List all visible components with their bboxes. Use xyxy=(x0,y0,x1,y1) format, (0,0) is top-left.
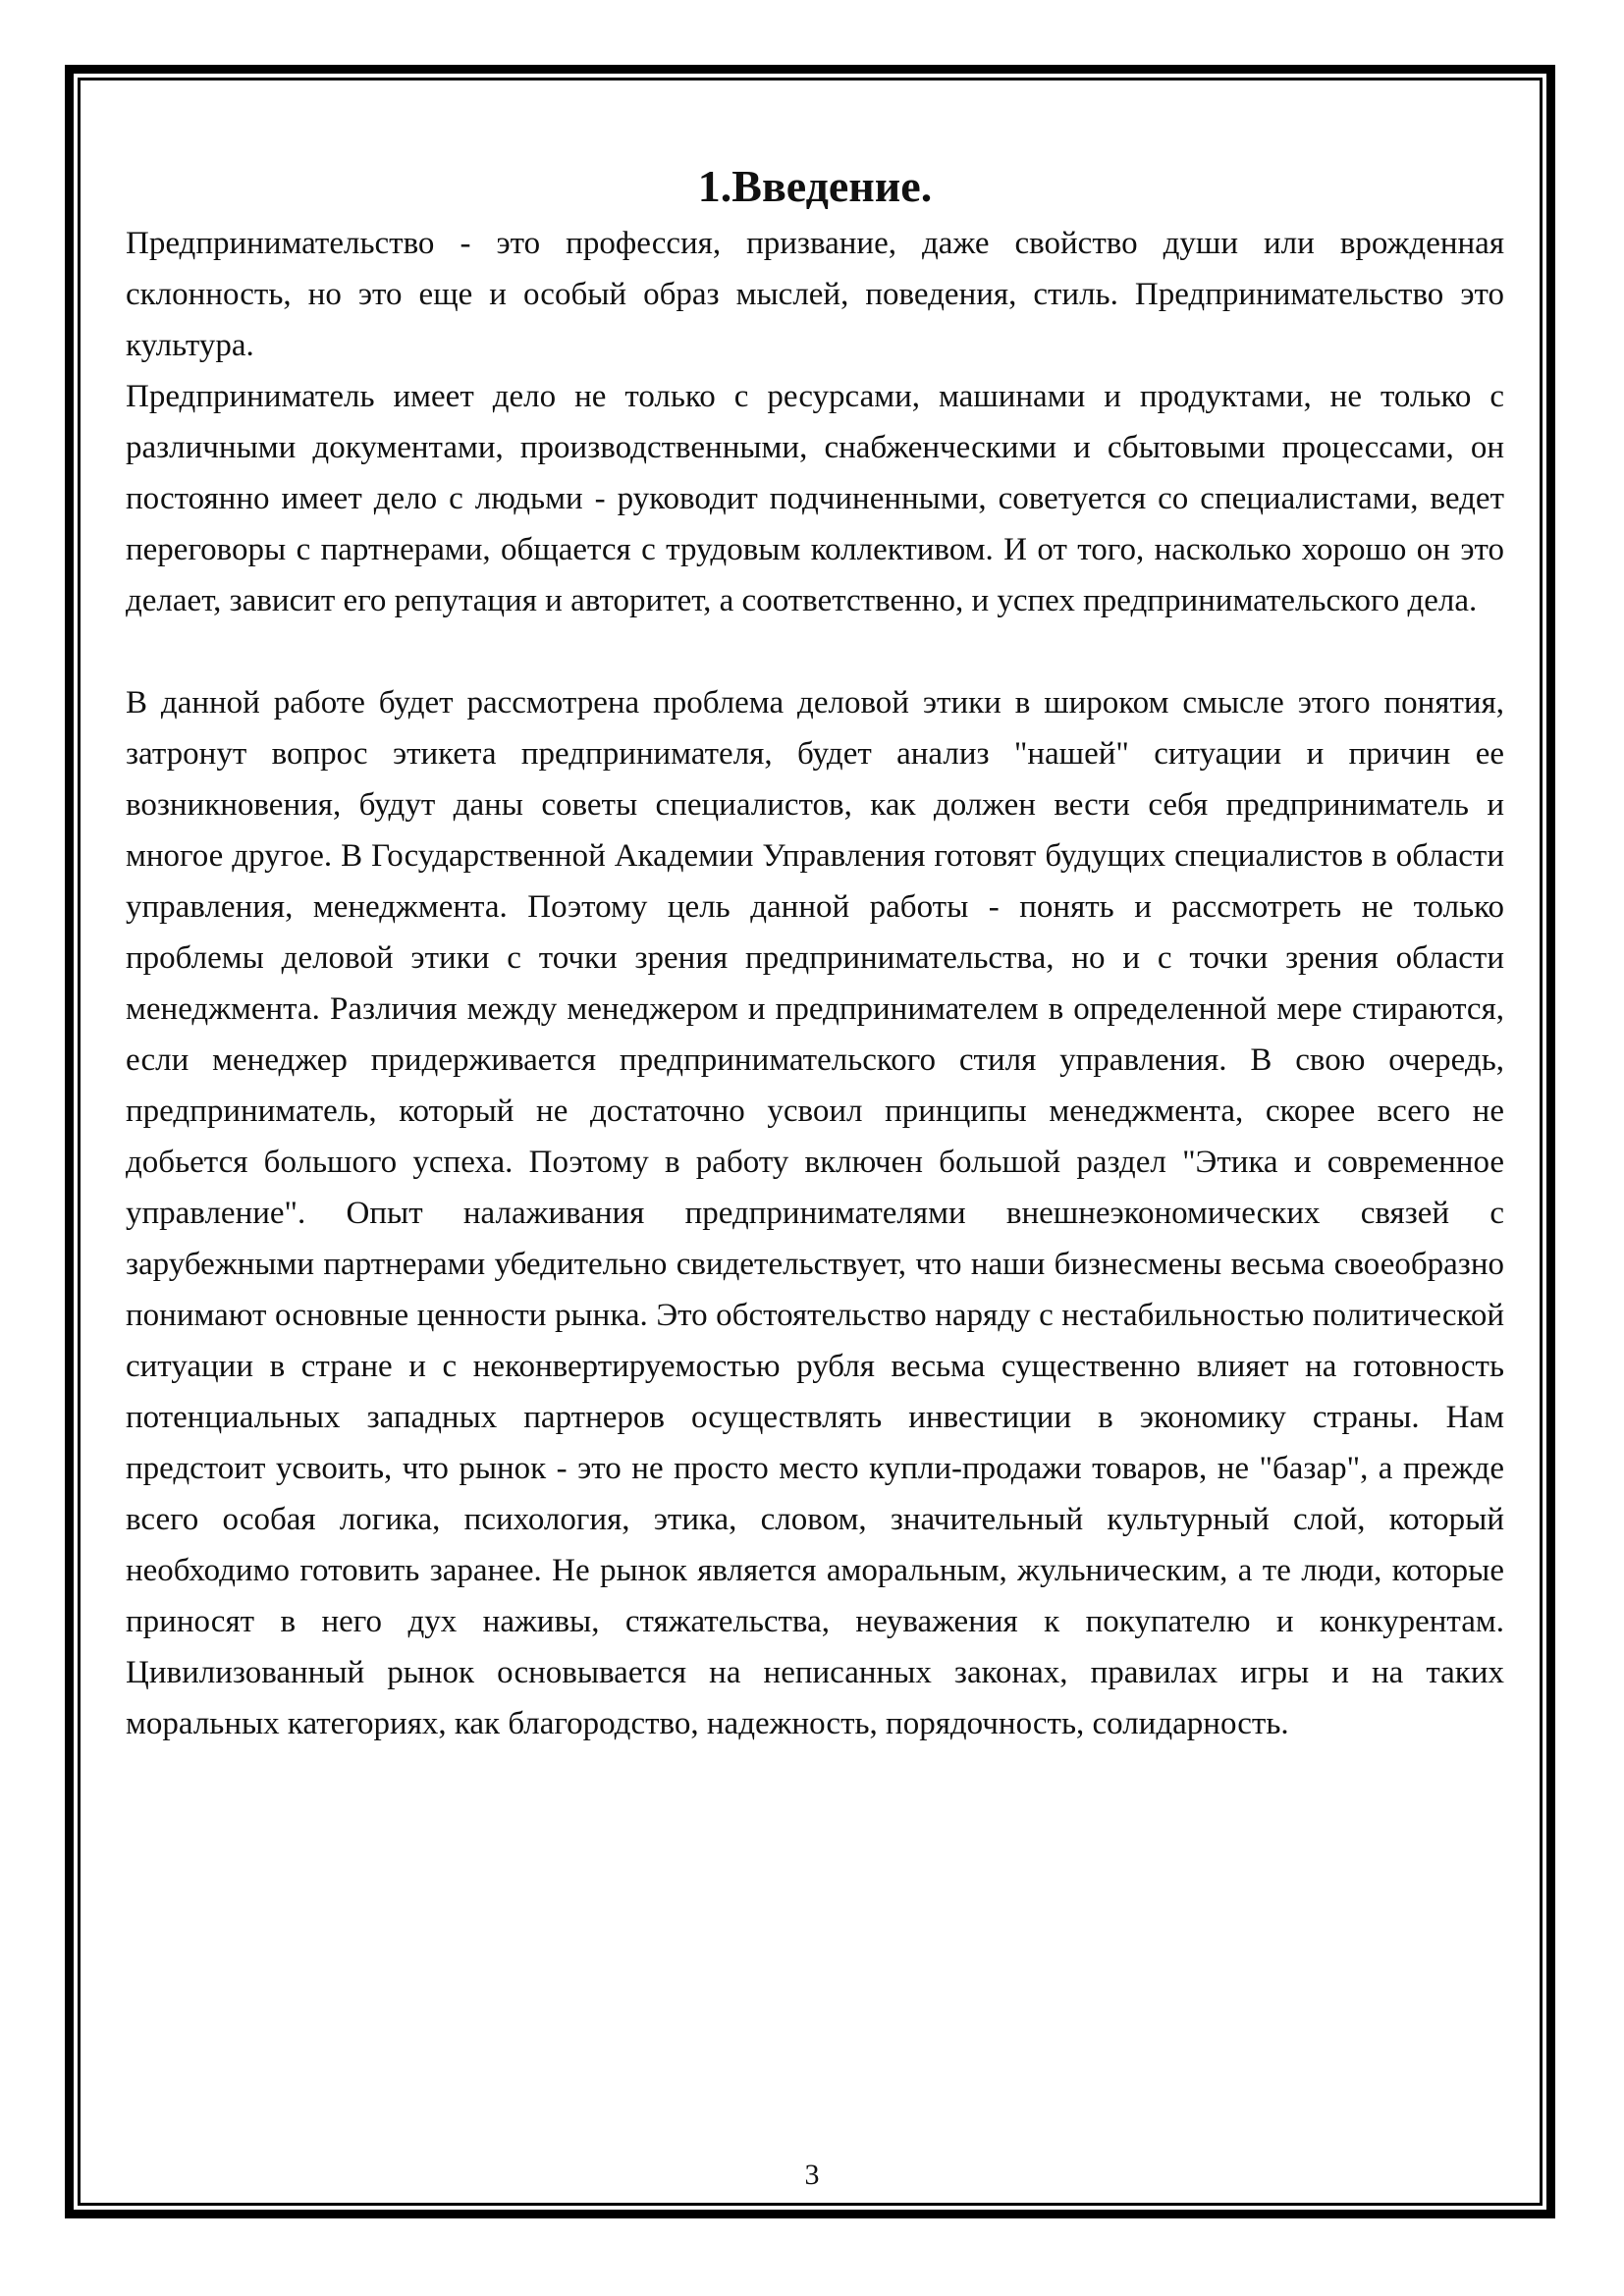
paragraph-gap xyxy=(126,626,1504,677)
paragraph-entrepreneur: Предприниматель имеет дело не только с ресурсами, машинами и продуктами, не только с различными документами, производственными, снабженческими и сбытовыми процессами, он постоянно имеет дело с людьми - руководит подчиненными, советуется со специалистами, ведет переговоры с партнерами, общается с трудовым коллективом. И от того, насколько хорошо он это делает, зависит его репутация и авторитет, а соответственно, и успех предпринимательского дела. xyxy=(126,379,1504,618)
paragraph-scope: В данной работе будет рассмотрена проблема деловой этики в широком смысле этого понятия, затронут вопрос этикета предпринимателя, будет анализ "нашей" ситуации и причин ее возникновения, будут даны советы специалистов, как должен вести себя предприниматель и многое другое. В Государственной Академии Управления готовят будущих специалистов в области управления, менеджмента. Поэтому цель данной работы - понять и рассмотреть не только проблемы деловой этики с точки зрения предпринимательства, но и с точки зрения области менеджмента. Различия между менеджером и предпринимателем в определенной мере стираются, если менеджер придерживается предпринимательского стиля управления. В свою очередь, предприниматель, который не достаточно усвоил принципы менеджмента, скорее всего не добьется большого успеха. Поэтому в работу включен большой раздел "Этика и современное управление". Опыт налаживания предпринимателями внешнеэкономических связей с зарубежными партнерами убедительно свидетельствует, что наши бизнесмены весьма своеобразно понимают основные ценности рынка. Это обстоятельство наряду с нестабильностью политической ситуации в стране и с неконвертируемостью рубля весьма существенно влияет на готовность потенциальных западных партнеров осуществлять инвестиции в экономику страны. Нам предстоит усвоить, что рынок - это не просто место купли-продажи товаров, не "базар", а прежде всего особая логика, психология, этика, словом, значительный культурный слой, который необходимо готовить заранее. Не рынок является аморальным, жульническим, а те люди, которые приносят в него дух наживы, стяжательства, неуважения к покупателю и конкурентам. Цивилизованный рынок основывается на неписанных законах, правилах игры и на таких моральных категориях, как благородство, надежность, порядочность, солидарность. xyxy=(126,685,1504,1741)
section-title: 1.Введение. xyxy=(697,161,933,211)
page-number: 3 xyxy=(804,2159,820,2191)
paragraph-intro: Предпринимательство - это профессия, призвание, даже свойство души или врожденная склонность, но это еще и особый образ мыслей, поведения, стиль. Предпринимательство это культура. xyxy=(126,226,1504,363)
document-body xyxy=(126,155,1504,1749)
